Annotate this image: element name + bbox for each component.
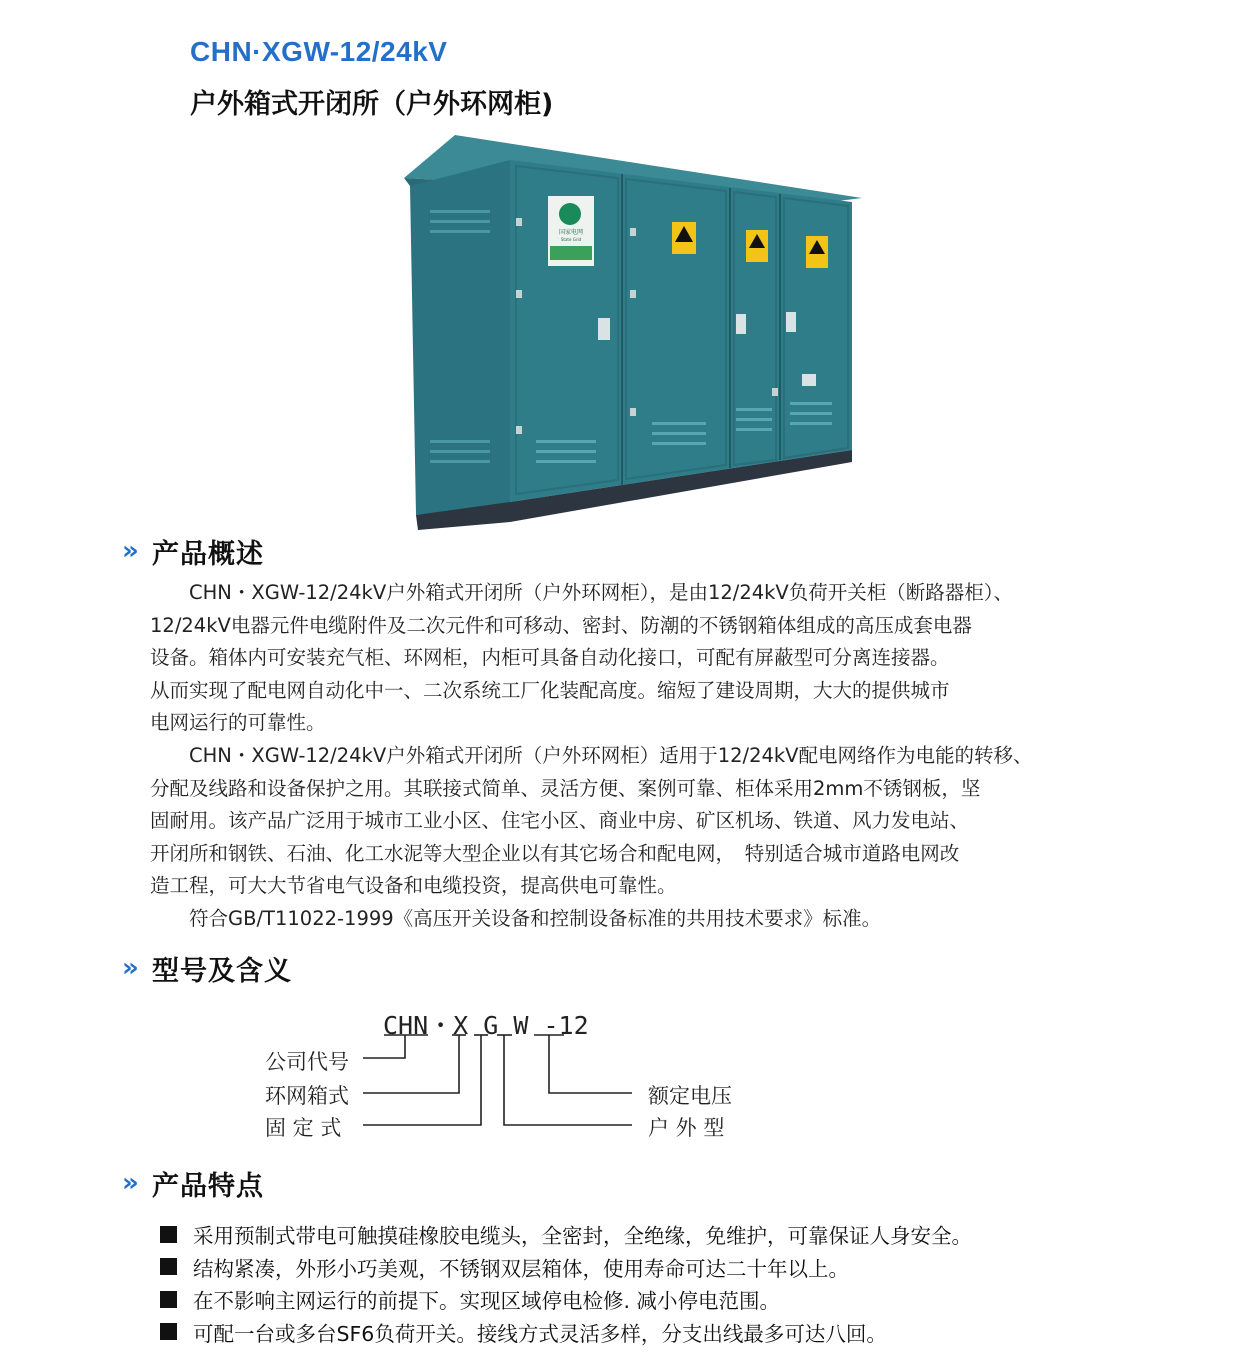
label-ring-box: 环网箱式: [265, 1084, 349, 1108]
product-model: CHN·XGW-12/24kV: [190, 36, 448, 67]
overview-line: 符合GB/T11022-1999《高压开关设备和控制设备标准的共用技术要求》标准。: [150, 906, 882, 930]
cabinet-photo: [400, 130, 870, 530]
list-item: [160, 1283, 1160, 1316]
bullet-square-icon: [160, 1258, 177, 1275]
feature-list: [160, 1218, 1160, 1348]
feature-text: 在不影响主网运行的前提下。实现区域停电检修. 减小停电范围。: [193, 1289, 781, 1314]
overview-text: [150, 577, 1110, 936]
label-outdoor: 户 外 型: [648, 1116, 725, 1140]
section-features: [122, 1163, 264, 1203]
logo-text: 国家电网: [558, 229, 584, 236]
overview-line: 设备。箱体内可安装充气柜、环网柜，内柜可具备自动化接口，可配有屏蔽型可分离连接器。: [150, 646, 950, 670]
label-rated-voltage: 额定电压: [648, 1084, 732, 1108]
section-model-meaning: [122, 948, 292, 988]
feature-text: 结构紧凑，外形小巧美观，不锈钢双层箱体，使用寿命可达二十年以上。: [193, 1256, 849, 1281]
section-title: 型号及含义: [152, 955, 292, 987]
overview-line: CHN・XGW-12/24kV户外箱式开闭所（户外环网柜），是由12/24kV负荷开关柜（断路器柜）、: [150, 581, 1014, 604]
warning-sign-icon: [806, 236, 828, 268]
bullet-square-icon: [160, 1291, 177, 1308]
list-item: [160, 1218, 1160, 1251]
section-title: 产品特点: [152, 1170, 264, 1202]
label-company-code: 公司代号: [265, 1050, 349, 1074]
feature-text: 可配一台或多台SF6负荷开关。接线方式灵活多样，分支出线最多可达八回。: [193, 1321, 887, 1346]
overview-line: 从而实现了配电网自动化中一、二次系统工厂化装配高度。缩短了建设周期，大大的提供城市: [150, 678, 950, 702]
overview-line: 开闭所和钢铁、石油、化工水泥等大型企业以有其它场合和配电网， 特别适合城市道路电网改: [150, 841, 960, 865]
list-item: [160, 1251, 1160, 1284]
section-title: 产品概述: [152, 538, 264, 570]
bullet-square-icon: [160, 1226, 177, 1243]
model-code: CHN・X G W -12: [383, 1011, 589, 1040]
chevron-right-icon: »: [122, 953, 139, 983]
chevron-right-icon: »: [122, 1168, 139, 1198]
product-title: 户外箱式开闭所（户外环网柜): [190, 89, 554, 120]
overview-line: 12/24kV电器元件电缆附件及二次元件和可移动、密封、防潮的不锈钢箱体组成的高压成套电器: [150, 613, 972, 637]
logo-sub: State Grid: [560, 237, 582, 242]
warning-sign-icon: [746, 230, 768, 262]
chevron-right-icon: »: [122, 536, 139, 566]
overview-line: CHN・XGW-12/24kV户外箱式开闭所（户外环网柜）适用于12/24kV配电网络作为电能的转移、: [150, 743, 1033, 767]
section-overview: [122, 531, 264, 571]
warning-sign-icon: [672, 222, 696, 254]
overview-line: 造工程，可大大节省电气设备和电缆投资，提高供电可靠性。: [150, 874, 677, 898]
overview-line: 固耐用。该产品广泛用于城市工业小区、住宅小区、商业中房、矿区机场、铁道、风力发电站、: [150, 809, 970, 833]
overview-line: 分配及线路和设备保护之用。其联接式简单、灵活方便、案例可靠、柜体采用2mm不锈钢板，坚: [150, 776, 981, 800]
label-fixed: 固 定 式: [265, 1116, 342, 1140]
bullet-square-icon: [160, 1323, 177, 1340]
list-item: [160, 1316, 1160, 1349]
overview-line: 电网运行的可靠性。: [150, 711, 326, 735]
feature-text: 采用预制式带电可触摸硅橡胶电缆头，全密封，全绝缘，免维护，可靠保证人身安全。: [193, 1224, 972, 1249]
